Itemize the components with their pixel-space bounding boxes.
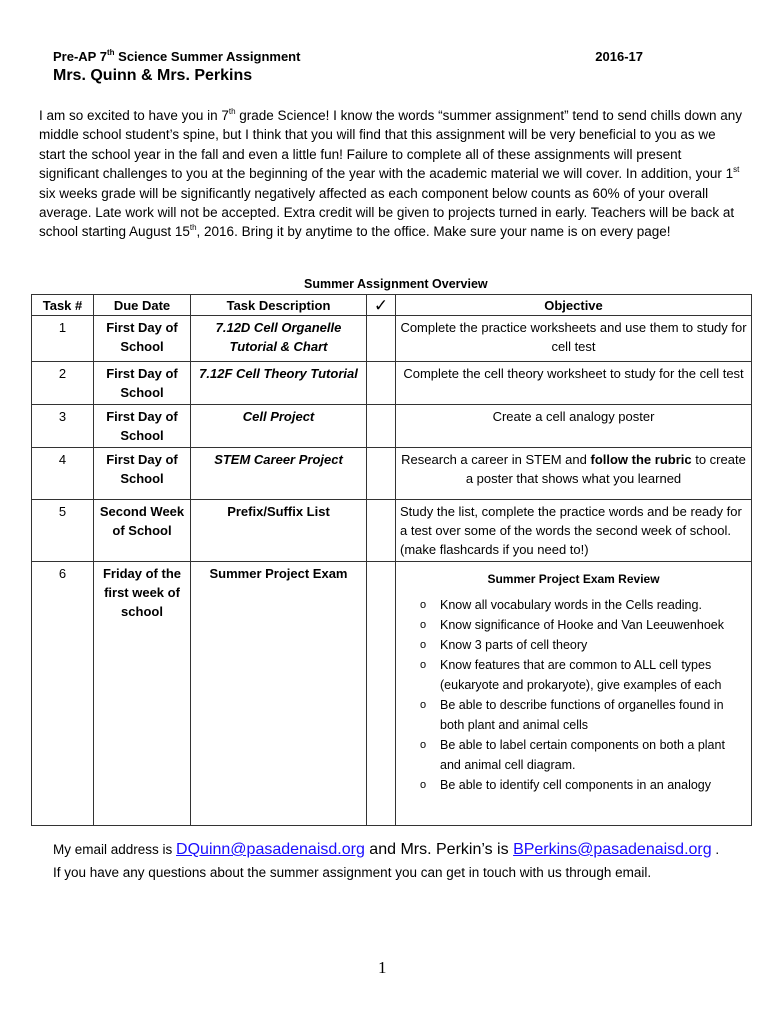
task-number: 6 bbox=[32, 562, 94, 826]
list-item-text: Be able to describe functions of organelles found in both plant and animal cells bbox=[440, 698, 724, 732]
exam-review-title: Summer Project Exam Review bbox=[487, 572, 660, 586]
list-item-text: Know all vocabulary words in the Cells reading. bbox=[440, 598, 702, 612]
list-item bbox=[400, 655, 747, 695]
due-date: Friday of the first week of school bbox=[94, 562, 191, 826]
email-link-perkins[interactable]: BPerkins@pasadenaisd.org bbox=[513, 841, 712, 858]
list-item bbox=[400, 615, 747, 635]
table-row bbox=[32, 362, 752, 405]
list-item bbox=[400, 735, 747, 775]
table-title: Summer Assignment Overview bbox=[304, 277, 488, 291]
assignment-title-sup: th bbox=[106, 47, 115, 57]
task-description: Prefix/Suffix List bbox=[191, 500, 367, 562]
assignment-title bbox=[53, 49, 643, 64]
list-item bbox=[400, 695, 747, 735]
task-number: 1 bbox=[32, 316, 94, 362]
task-number: 4 bbox=[32, 448, 94, 500]
email-link-quinn[interactable]: DQuinn@pasadenaisd.org bbox=[176, 841, 365, 858]
objective bbox=[396, 448, 752, 500]
objective: Create a cell analogy poster bbox=[396, 405, 752, 448]
bullet-icon: o bbox=[420, 639, 427, 651]
contact-section bbox=[53, 838, 743, 884]
objective: Study the list, complete the practice words and be ready for a test over some of the words the second week of school. (make flashcards if you need to!) bbox=[396, 500, 752, 562]
objective-text: to create a poster that shows what you learned bbox=[465, 452, 746, 486]
list-item-text: Know features that are common to ALL cell types (eukaryote and prokaryote), give examples of each bbox=[440, 658, 722, 692]
task-number: 2 bbox=[32, 362, 94, 405]
list-item bbox=[400, 635, 747, 655]
table-row bbox=[32, 405, 752, 448]
due-date: First Day of School bbox=[94, 362, 191, 405]
objective-text: Research a career in STEM and bbox=[401, 452, 591, 467]
header-task: Task # bbox=[32, 295, 94, 316]
school-year: 2016-17 bbox=[595, 49, 643, 64]
contact-line-email bbox=[53, 838, 743, 861]
page-number: 1 bbox=[378, 958, 387, 977]
intro-sup-1: th bbox=[228, 106, 236, 116]
intro-text-4: , 2016. Bring it by anytime to the office. Make sure your name is on every page! bbox=[196, 224, 671, 240]
header-task-description: Task Description bbox=[191, 295, 367, 316]
contact-text: My email address is bbox=[53, 842, 177, 857]
task-number: 5 bbox=[32, 500, 94, 562]
list-item-text: Be able to label certain components on both a plant and animal cell diagram. bbox=[440, 738, 725, 772]
task-description: Summer Project Exam bbox=[191, 562, 367, 826]
task-description: STEM Career Project bbox=[191, 448, 367, 500]
task-number: 3 bbox=[32, 405, 94, 448]
bullet-icon: o bbox=[420, 699, 427, 711]
bullet-icon: o bbox=[420, 739, 427, 751]
check-cell bbox=[367, 448, 396, 500]
intro-sup-3: th bbox=[189, 222, 197, 232]
contact-text: . bbox=[711, 842, 720, 857]
task-description: 7.12F Cell Theory Tutorial bbox=[191, 362, 367, 405]
teacher-names: Mrs. Quinn & Mrs. Perkins bbox=[53, 67, 253, 84]
exam-review-list bbox=[400, 595, 747, 795]
task-description: Cell Project bbox=[191, 405, 367, 448]
intro-text-1: I am so excited to have you in 7 bbox=[39, 108, 229, 123]
table-row bbox=[32, 500, 752, 562]
contact-line-questions: If you have any questions about the summer assignment you can get in touch with us through email. bbox=[53, 865, 652, 880]
intro-sup-2: st bbox=[733, 164, 740, 174]
assignment-table bbox=[31, 294, 752, 826]
check-cell bbox=[367, 362, 396, 405]
intro-text-2: grade Science! I know the words “summer assignment” tend to send chills down any middle school student’s spine, but I think that you will find that this assignment will be very beneficial to you as we start the school year in the fall and even a little fun! Failure to complete all of these assignments will present significant challenges to you at the beginning of the year with the academic material we will cover. In addition, your 1 bbox=[39, 108, 743, 182]
table-header-row bbox=[32, 295, 752, 316]
due-date: First Day of School bbox=[94, 316, 191, 362]
assignment-title-text: Pre-AP 7 bbox=[53, 49, 107, 64]
check-cell bbox=[367, 316, 396, 362]
checkmark-icon: ✓ bbox=[367, 295, 396, 316]
intro-paragraph bbox=[39, 106, 744, 242]
list-item-text: Know significance of Hooke and Van Leeuwenhoek bbox=[440, 618, 724, 632]
intro-text-3: six weeks grade will be significantly negatively affected as each component below counts as 60% of your overall average. Late work will not be accepted. Extra credit will be given to projects turned in early. Teachers will be back at school starting August 15 bbox=[39, 185, 735, 240]
check-cell bbox=[367, 500, 396, 562]
header-due-date: Due Date bbox=[94, 295, 191, 316]
list-item-text: Be able to identify cell components in an analogy bbox=[440, 778, 712, 792]
due-date: First Day of School bbox=[94, 405, 191, 448]
due-date: First Day of School bbox=[94, 448, 191, 500]
header-objective: Objective bbox=[396, 295, 752, 316]
due-date: Second Week of School bbox=[94, 500, 191, 562]
list-item-text: Know 3 parts of cell theory bbox=[440, 638, 588, 652]
contact-text: and Mrs. Perkin’s is bbox=[364, 841, 514, 858]
objective bbox=[396, 562, 752, 826]
task-description: 7.12D Cell Organelle Tutorial & Chart bbox=[191, 316, 367, 362]
assignment-title-rest: Science Summer Assignment bbox=[114, 49, 301, 64]
bullet-icon: o bbox=[420, 659, 427, 671]
check-cell bbox=[367, 562, 396, 826]
table-row bbox=[32, 316, 752, 362]
table-row bbox=[32, 448, 752, 500]
objective: Complete the cell theory worksheet to study for the cell test bbox=[396, 362, 752, 405]
bullet-icon: o bbox=[420, 779, 427, 791]
check-cell bbox=[367, 405, 396, 448]
objective: Complete the practice worksheets and use them to study for cell test bbox=[396, 316, 752, 362]
list-item bbox=[400, 595, 747, 615]
bullet-icon: o bbox=[420, 599, 427, 611]
objective-emphasis: follow the rubric bbox=[590, 452, 692, 467]
list-item bbox=[400, 775, 747, 795]
bullet-icon: o bbox=[420, 619, 427, 631]
table-row bbox=[32, 562, 752, 826]
